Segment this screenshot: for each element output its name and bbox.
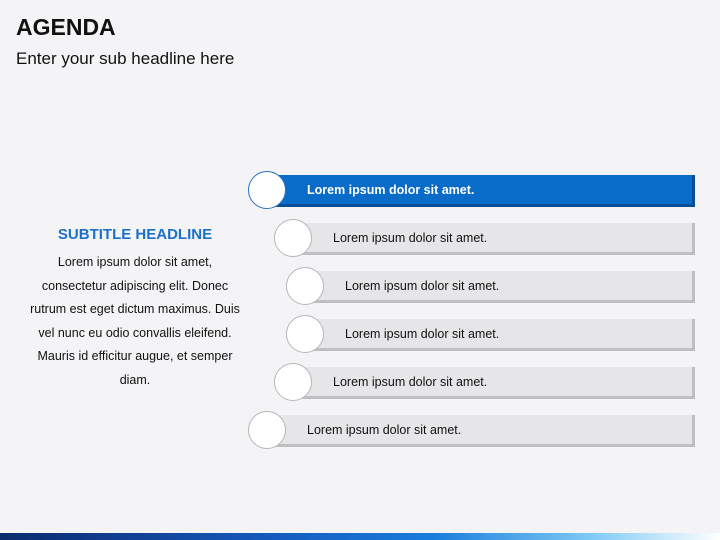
agenda-item-2[interactable] [274,222,695,256]
agenda-item-5[interactable] [274,366,695,400]
subtitle-headline: SUBTITLE HEADLINE [57,226,213,243]
agenda-item-6[interactable] [248,414,695,448]
agenda-circle-2 [274,219,312,257]
agenda-circle-4 [286,315,324,353]
agenda-item-4[interactable] [286,318,695,352]
footer-gradient-bar [0,533,720,540]
agenda-item-label-4: Lorem ipsum dolor sit amet. [345,327,500,341]
subtitle-body-text: Lorem ipsum dolor sit amet, consectetur adipiscing elit. Donec rutrum est eget dictum maximus. Duis vel nunc eu odio convallis eleifend. Mauris id efficitur augue, et semper diam. [30,255,240,387]
agenda-circle-6 [248,411,286,449]
agenda-item-1[interactable] [248,174,695,208]
agenda-item-label-5: Lorem ipsum dolor sit amet. [333,375,488,389]
slide-subtitle: Enter your sub headline here [16,49,235,68]
agenda-item-3[interactable] [286,270,695,304]
agenda-circle-1 [248,171,286,209]
agenda-item-label-3: Lorem ipsum dolor sit amet. [345,279,500,293]
agenda-item-label-6: Lorem ipsum dolor sit amet. [307,423,462,437]
agenda-circle-3 [286,267,324,305]
agenda-circle-5 [274,363,312,401]
subtitle-block [25,226,245,392]
agenda-item-label-2: Lorem ipsum dolor sit amet. [333,231,488,245]
agenda-item-label-1: Lorem ipsum dolor sit amet. [307,183,475,197]
slide-title: AGENDA [16,14,116,40]
